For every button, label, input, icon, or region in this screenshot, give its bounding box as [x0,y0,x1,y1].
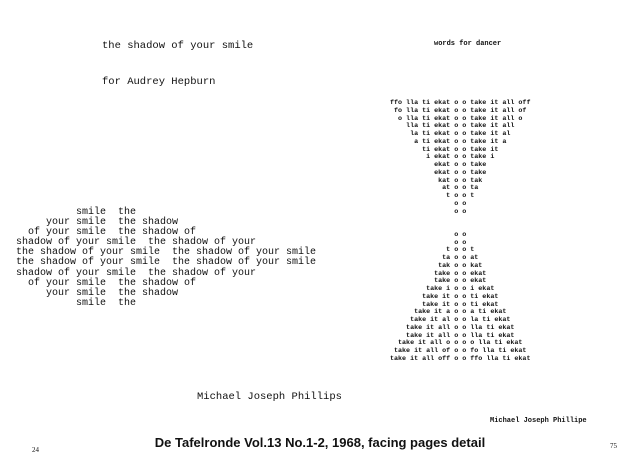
poem-line: o o [390,199,467,208]
poem-line: shadow of your smile the shadow of your [16,237,257,249]
poem-line: ti ekat o o take it [390,145,499,154]
left-concrete-poem [16,208,316,309]
poem-line: at o o ta [390,184,479,193]
poem-line: la ti ekat o o take it al [390,130,511,138]
poem-line: tak o o kat [390,261,483,270]
left-page-number: 24 [32,446,39,454]
poem-line: take it all off o o ffo lla ti ekat [390,354,531,363]
poem-line: kat o o tak [390,176,483,185]
poem-line: o o [390,207,467,216]
poem-line: take it all o o lla ti ekat [390,323,515,332]
poem-line: o lla ti ekat o o take it all o [390,114,523,123]
poem-line: take it o o ti ekat [390,292,499,301]
poem-line: take it all o o o o lla ti ekat [390,339,523,348]
right-concrete-poem [390,100,530,364]
poem-line: take it all of o o fo lla ti ekat [390,347,527,355]
right-poem-title: words for dancer [434,40,502,48]
poem-line: fo lla ti ekat o o take it all of [390,106,527,115]
poem-line: i ekat o o take i [390,153,495,162]
left-signature: Michael Joseph Phillips [197,391,342,403]
poem-line: o o [390,230,467,239]
left-poem-title-block [102,16,253,100]
poem-line: the shadow of your smile the shadow of your smile [16,247,317,259]
poem-line: smile the [16,297,137,309]
poem-line: o o [390,238,467,247]
right-page-number: 75 [610,442,617,450]
left-poem-dedication: for Audrey Hepburn [102,76,216,88]
poem-line: t o o t [390,246,475,255]
poem-line: smile the [16,207,137,218]
poem-line: of your smile the shadow of [16,227,197,239]
poem-line: your smile the shadow [16,287,179,299]
poem-line: lla ti ekat o o take it all [390,122,515,131]
poem-line: a ti ekat o o take it a [390,137,507,146]
poem-line: your smile the shadow [16,217,179,229]
poem-line: take it all o o lla ti ekat [390,331,515,340]
right-signature: Michael Joseph Phillipe [490,417,587,425]
poem-line: take i o o i ekat [390,285,495,293]
poem-line: take it al o o la ti ekat [390,316,511,324]
poem-line: take it o o ti ekat [390,300,499,309]
poem-line: of your smile the shadow of [16,277,197,289]
poem-line: shadow of your smile the shadow of your [16,267,257,279]
poem-line: take o o ekat [390,269,487,278]
poem-line: take it a o o a ti ekat [390,308,507,317]
poem-line: ta o o at [390,254,479,262]
poem-line: t o o t [390,192,475,200]
poem-line: take o o ekat [390,277,487,286]
poem-line: ekat o o take [390,161,487,169]
poem-line: the shadow of your smile the shadow of your smile [16,257,317,269]
poem-line: ffo lla ti ekat o o take it all off [390,99,531,107]
poem-line [390,216,530,224]
figure-caption: De Tafelronde Vol.13 No.1-2, 1968, facing pages detail [154,435,486,450]
left-poem-title: the shadow of your smile [102,40,254,52]
poem-line: ekat o o take [390,168,487,177]
